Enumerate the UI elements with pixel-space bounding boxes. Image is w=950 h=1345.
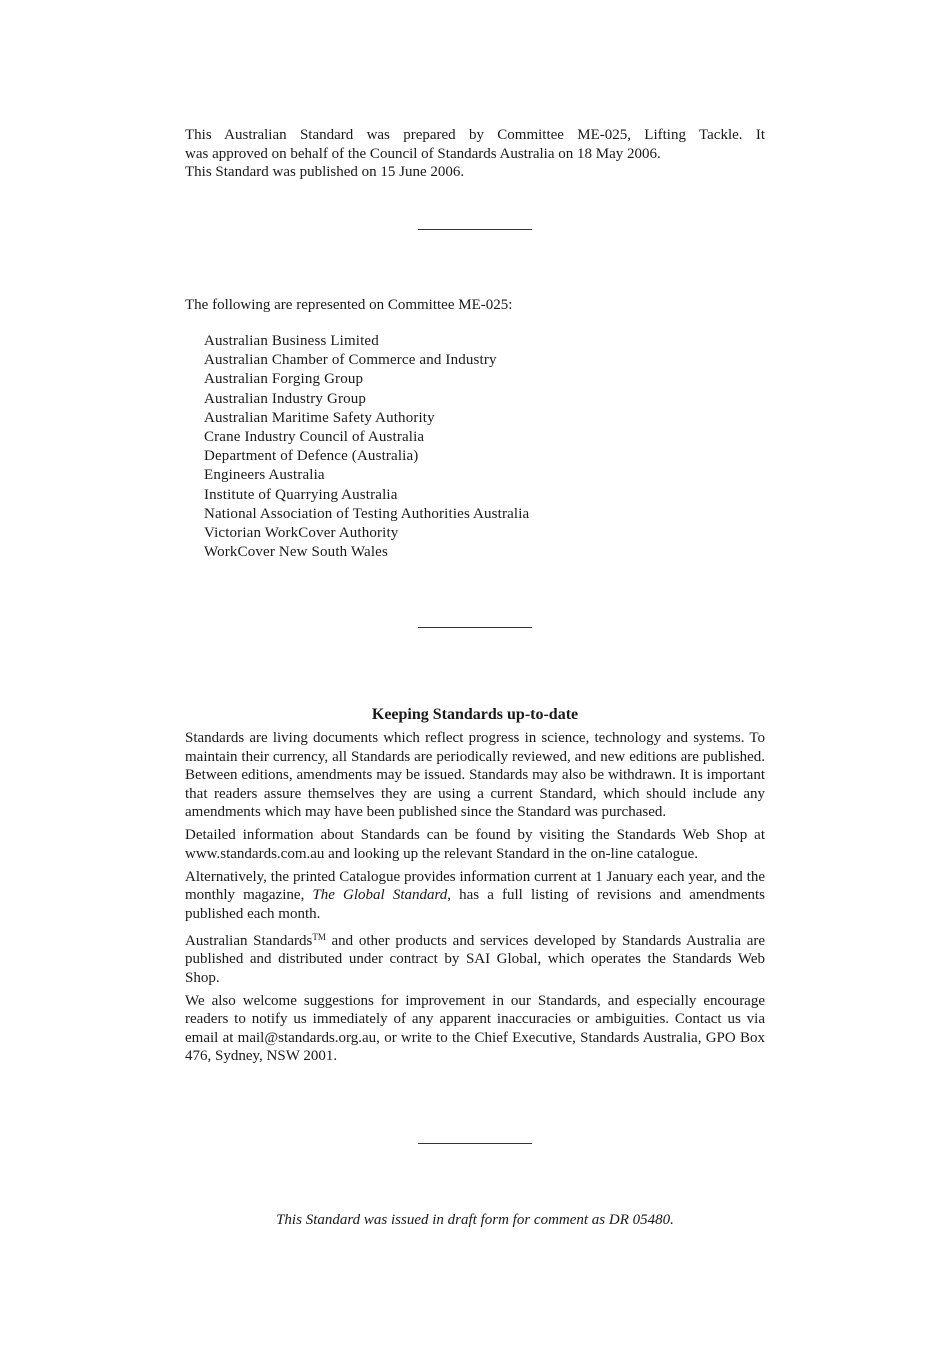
paragraph-text: Alternatively, the printed Catalogue provides information current at 1 January each year, and the monthly magazine, — [185, 868, 765, 903]
intro-line: was approved on behalf of the Council of Standards Australia on 18 May 2006. — [185, 145, 661, 162]
paragraph-text: , has a full listing of revisions and amendments published each month. — [185, 887, 766, 922]
intro-line: This Standard was published on 15 June 2006. — [185, 164, 465, 180]
paragraph: Standards are living documents which reflect progress in science, technology and systems. To maintain their currency, all Standards are periodically reviewed, and new editions are published. Between editions, amendments may be issued. Standards may also be withdrawn. It is important that readers assure themselves they are using a current Standard, which should include any amendments which may have been published since the Standard was purchased. — [185, 730, 765, 820]
preparation-statement — [185, 126, 765, 182]
list-item: Institute of Quarrying Australia — [204, 486, 398, 503]
list-item: WorkCover New South Wales — [204, 544, 388, 561]
list-item: Department of Defence (Australia) — [204, 448, 419, 465]
paragraph-text: Australian Standards — [185, 932, 313, 949]
list-item: Victorian WorkCover Authority — [204, 525, 399, 542]
list-item: Engineers Australia — [204, 467, 325, 484]
section-divider — [418, 627, 532, 628]
list-item: Australian Forging Group — [204, 371, 364, 388]
keeping-standards-body — [185, 729, 765, 1070]
section-divider — [418, 1143, 532, 1144]
document-page — [185, 0, 765, 1345]
paragraph — [185, 868, 765, 924]
committee-heading: The following are represented on Committee ME-025: — [185, 297, 513, 313]
intro-line: This Australian Standard was prepared by Committee ME-025, Lifting Tackle. It — [185, 127, 765, 143]
list-item: National Association of Testing Authorities Australia — [204, 505, 530, 522]
section-title: Keeping Standards up-to-date — [371, 706, 579, 723]
list-item: Crane Industry Council of Australia — [204, 429, 425, 446]
section-divider — [418, 229, 532, 230]
committee-member-list — [204, 332, 764, 562]
list-item: Australian Business Limited — [204, 333, 379, 349]
list-item: Australian Industry Group — [204, 390, 367, 407]
trademark-symbol: TM — [312, 931, 326, 942]
paragraph: Detailed information about Standards can be found by visiting the Standards Web Shop at www.standards.com.au and looking up the relevant Standard in the on-line catalogue. — [185, 827, 765, 862]
paragraph: We also welcome suggestions for improvement in our Standards, and especially encourage readers to notify us immediately of any apparent inaccuracies or ambiguities. Contact us via email at mail@standards.org.au, or write to the Chief Executive, Standards Australia, GPO Box 476, Sydney, NSW 2001. — [185, 992, 765, 1064]
list-item: Australian Maritime Safety Authority — [204, 409, 435, 426]
magazine-title: The Global Standard — [312, 887, 448, 903]
list-item: Australian Chamber of Commerce and Industry — [204, 352, 497, 369]
draft-note: This Standard was issued in draft form for comment as DR 05480. — [276, 1212, 674, 1228]
paragraph — [185, 928, 765, 988]
paragraph-text: and other products and services developed by Standards Australia are published and distributed under contract by SAI Global, which operates the Standards Web Shop. — [185, 932, 766, 986]
